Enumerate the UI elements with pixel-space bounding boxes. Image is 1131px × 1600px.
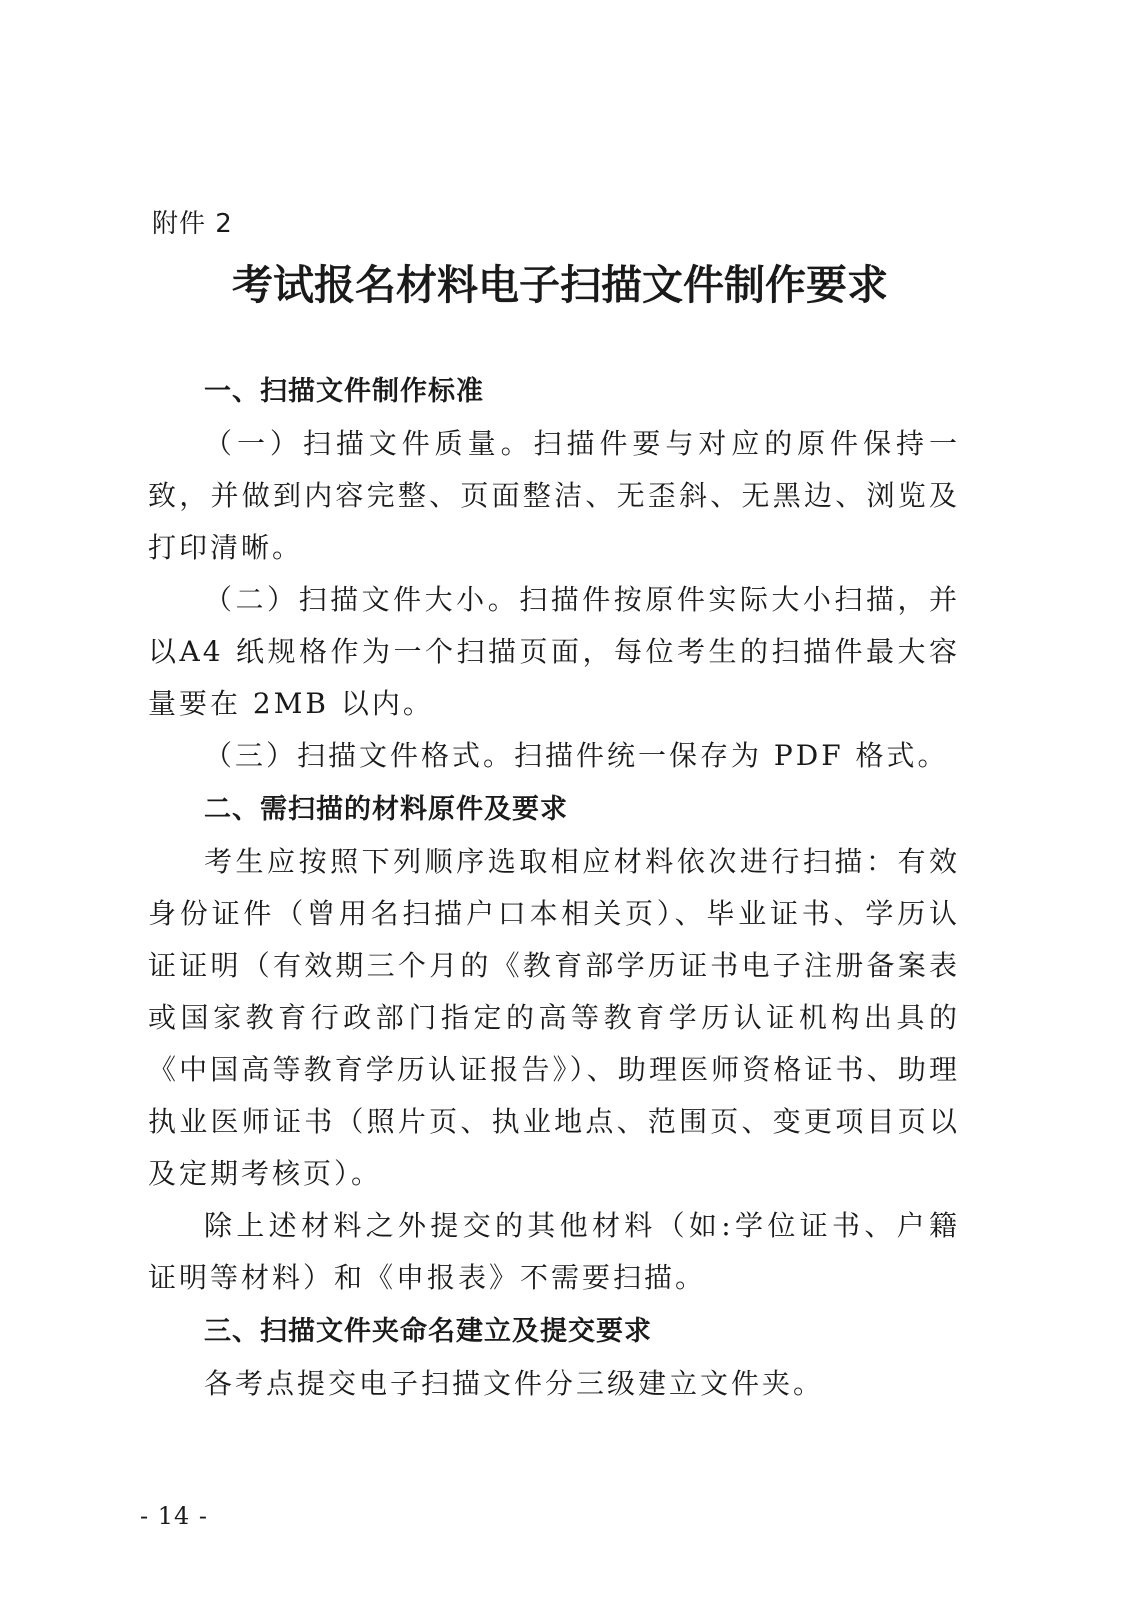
section-1-paragraph-2: （二）扫描文件大小。扫描件按原件实际大小扫描，并以A4 纸规格作为一个扫描页面，每位考生的扫描件最大容量要在 2MB 以内。 [148,583,960,720]
section-3-paragraph-1: 各考点提交电子扫描文件分三级建立文件夹。 [204,1367,825,1400]
section-2-paragraph-1: 考生应按照下列顺序选取相应材料依次进行扫描：有效身份证件（曾用名扫描户口本相关页）、毕业证书、学历认证证明（有效期三个月的《教育部学历证书电子注册备案表或国家教育行政部门指定的高等教育学历认证机构出具的《中国高等教育学历认证报告》）、助理医师资格证书、助理执业医师证书（照片页、执业地点、范围页、变更项目页以及定期考核页）。 [148,845,960,1190]
section-1-paragraph-1: （一）扫描文件质量。扫描件要与对应的原件保持一致，并做到内容完整、页面整洁、无歪斜、无黑边、浏览及打印清晰。 [148,427,960,564]
section-1-heading: 一、扫描文件制作标准 [204,376,484,407]
document-body [148,364,960,1410]
section-1-paragraph-3: （三）扫描文件格式。扫描件统一保存为 PDF 格式。 [204,739,949,772]
page-number: - 14 - [140,1502,209,1530]
section-2-paragraph-2: 除上述材料之外提交的其他材料（如:学位证书、户籍证明等材料）和《申报表》不需要扫描。 [148,1209,960,1294]
section-3-heading: 三、扫描文件夹命名建立及提交要求 [204,1316,652,1347]
attachment-label: 附件 2 [152,209,233,239]
section-2-heading: 二、需扫描的材料原件及要求 [204,794,568,825]
document-title: 考试报名材料电子扫描文件制作要求 [232,261,888,309]
